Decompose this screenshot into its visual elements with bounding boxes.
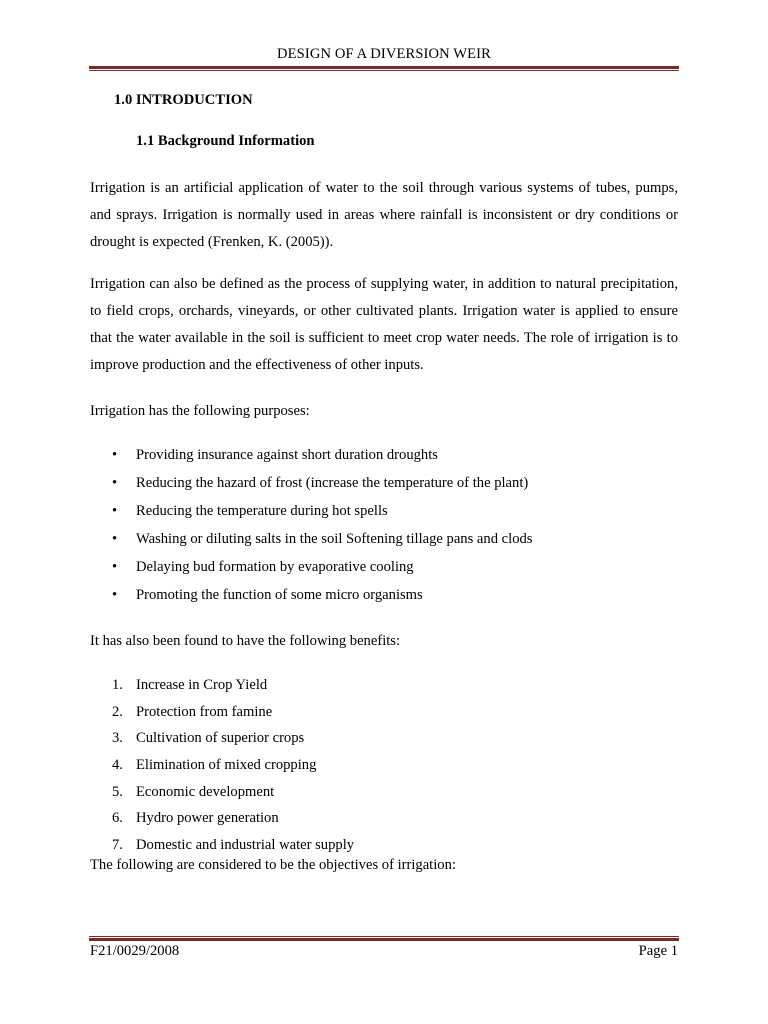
- list-item: [90, 500, 678, 528]
- list-item: [90, 444, 678, 472]
- benefits-list: [90, 674, 678, 861]
- list-item-text: Promoting the function of some micro organisms: [136, 587, 423, 603]
- list-number: 6.: [112, 810, 123, 827]
- list-item-text: Domestic and industrial water supply: [136, 837, 355, 854]
- page-header-title: DESIGN OF A DIVERSION WEIR: [277, 46, 491, 62]
- paragraph-extended-definition: Irrigation can also be defined as the process of supplying water, in addition to natural precipitation, to field crops, orchards, vineyards, or other cultivated plants. Irrigation water is applied to ensure that the water available in the soil is sufficient to meet crop water needs. The role of irrigation is to improve production and the effectiveness of other inputs.: [90, 276, 678, 373]
- bullet-icon: •: [112, 531, 118, 547]
- list-number: 5.: [112, 783, 123, 800]
- list-item-text: Delaying bud formation by evaporative cooling: [136, 559, 414, 575]
- purposes-list: [90, 444, 678, 612]
- list-item-text: Cultivation of superior crops: [136, 730, 305, 747]
- bullet-icon: •: [112, 503, 118, 519]
- list-number: 2.: [112, 703, 123, 720]
- page-number: Page 1: [638, 943, 678, 959]
- benefits-intro: It has also been found to have the following benefits:: [90, 633, 401, 649]
- list-item: [90, 472, 678, 500]
- list-item: [90, 701, 678, 728]
- list-item-text: Increase in Crop Yield: [136, 677, 268, 693]
- bullet-icon: •: [112, 447, 118, 463]
- list-number: 7.: [112, 837, 123, 854]
- section-heading: 1.0 INTRODUCTION: [114, 92, 253, 108]
- list-item-text: Hydro power generation: [136, 810, 279, 827]
- paragraph-definition: Irrigation is an artificial application of water to the soil through various systems of tubes, pumps, and sprays. Irrigation is normally used in areas where rainfall is inconsistent or dry conditions or drought is expected (Frenken, K. (2005)).: [90, 180, 678, 250]
- bullet-icon: •: [112, 475, 118, 491]
- objectives-intro: The following are considered to be the objectives of irrigation:: [90, 857, 456, 873]
- list-item: [90, 754, 678, 781]
- list-item: [90, 727, 678, 754]
- bullet-icon: •: [112, 559, 118, 575]
- footer-document-id: F21/0029/2008: [90, 943, 180, 959]
- list-number: 4.: [112, 757, 123, 774]
- list-number: 3.: [112, 730, 123, 747]
- list-item: [90, 584, 678, 612]
- list-item: [90, 807, 678, 834]
- subsection-heading: 1.1 Background Information: [136, 133, 315, 149]
- list-item: [90, 556, 678, 584]
- bullet-icon: •: [112, 587, 118, 603]
- list-item-text: Reducing the hazard of frost (increase the temperature of the plant): [136, 475, 529, 491]
- footer-divider: [89, 936, 679, 941]
- list-item-text: Washing or diluting salts in the soil Softening tillage pans and clods: [136, 531, 533, 547]
- list-item: [90, 674, 678, 701]
- list-item: [90, 781, 678, 808]
- list-item-text: Providing insurance against short duration droughts: [136, 447, 438, 463]
- list-item-text: Elimination of mixed cropping: [136, 757, 317, 774]
- list-item-text: Protection from famine: [136, 703, 273, 720]
- list-number: 1.: [112, 677, 123, 693]
- list-item: [90, 528, 678, 556]
- list-item-text: Economic development: [136, 783, 275, 800]
- purposes-intro: Irrigation has the following purposes:: [90, 403, 310, 419]
- list-item-text: Reducing the temperature during hot spells: [136, 503, 388, 519]
